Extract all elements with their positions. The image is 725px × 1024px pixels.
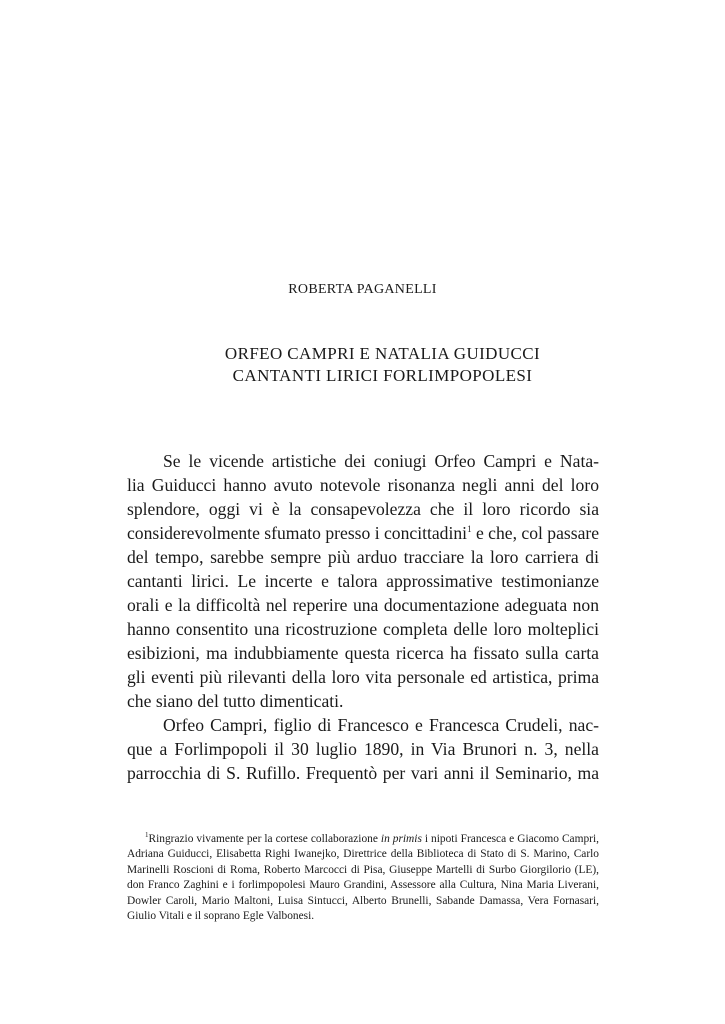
body-line: gli eventi più rilevanti della loro vita personale ed artistica, prima — [127, 667, 599, 687]
author-name: ROBERTA PAGANELLI — [288, 282, 437, 297]
body-line: parrocchia di S. Rufillo. Frequentò per vari anni il Seminario, ma — [127, 763, 599, 783]
footnote-line: Adriana Guiducci, Elisabetta Righi Iwanejko, Direttrice della Biblioteca di Stato di S. Marino, Carlo — [127, 848, 599, 861]
body-line: cantanti lirici. Le incerte e talora approssimative testimonianze — [127, 571, 599, 591]
body-line: esibizioni, ma indubbiamente questa ricerca ha fissato sulla carta — [127, 643, 599, 663]
footnote-emphasis: in primis — [380, 833, 422, 845]
body-line: splendore, oggi vi è la consapevolezza che il loro ricordo sia — [127, 499, 599, 519]
footnote — [127, 832, 599, 924]
body-line: Se le vicende artistiche dei coniugi Orfeo Campri e Nata- — [163, 451, 599, 471]
footnote-line: don Franco Zaghini e i forlimpopolesi Mauro Grandini, Assessore alla Cultura, Nina Maria Liverani, — [127, 879, 599, 892]
body-line-part: e che, col passare — [475, 523, 600, 543]
footnote-number: 1 — [145, 831, 149, 840]
title-line-1: ORFEO CAMPRI E NATALIA GUIDUCCI — [224, 344, 541, 363]
footnote-lead: Ringrazio vivamente per la cortese collaborazione — [148, 833, 378, 845]
body-line — [127, 521, 599, 545]
body-line: lia Guiducci hanno avuto notevole risonanza negli anni del loro — [127, 475, 599, 495]
footnote-line: Giulio Vitali e il soprano Egle Valbonesi. — [127, 909, 315, 922]
footnote-line: Dowler Caroli, Mario Maltoni, Luisa Sintucci, Alberto Brunelli, Sabande Damassa, Vera Fornasari, — [127, 894, 599, 907]
body-line: Orfeo Campri, figlio di Francesco e Francesca Crudeli, nac- — [163, 715, 599, 735]
footnote-reference: 1 — [467, 524, 472, 535]
body-line: que a Forlimpopoli il 30 luglio 1890, in Via Brunori n. 3, nella — [127, 739, 599, 759]
body-line-part: considerevolmente sfumato presso i concittadini — [127, 523, 468, 543]
article-title — [0, 343, 725, 387]
body-line: orali e la difficoltà nel reperire una documentazione adeguata non — [127, 595, 599, 615]
footnote-line: Marinelli Roscioni di Roma, Roberto Marcocci di Pisa, Giuseppe Martelli di Surbo Giorgilorio (LE), — [127, 863, 599, 876]
title-line-2: CANTANTI LIRICI FORLIMPOPOLESI — [232, 366, 533, 385]
article-body — [127, 449, 599, 785]
body-line: del tempo, sarebbe sempre più arduo tracciare la loro carriera di — [127, 547, 599, 567]
footnote-line — [127, 832, 599, 847]
footnote-rest: i nipoti Francesca e Giacomo Campri, — [424, 833, 599, 845]
body-line: hanno consentito una ricostruzione completa delle loro molteplici — [127, 619, 599, 639]
body-line: che siano del tutto dimenticati. — [127, 691, 344, 711]
